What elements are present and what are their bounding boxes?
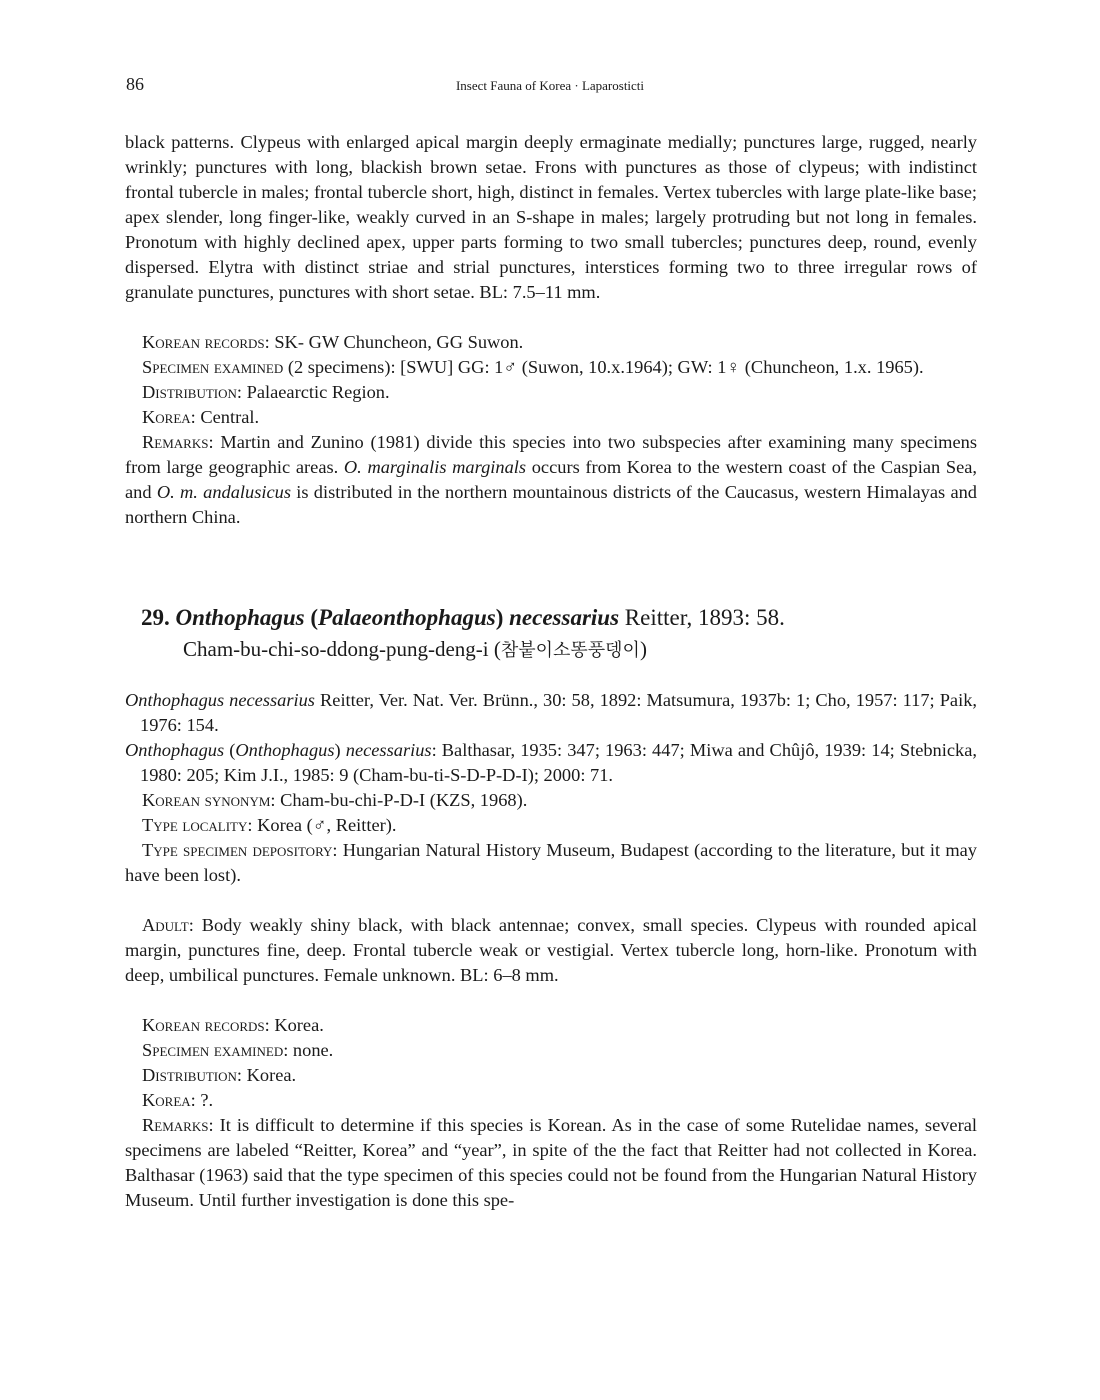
synonym-epithet: necessarius — [345, 740, 432, 760]
subgenus-name: Palaeonthophagus — [318, 605, 496, 630]
common-name-korean: 참붙이소똥풍뎅이 — [500, 640, 640, 661]
prev-distribution — [125, 380, 977, 405]
korean-records-label: Korean records — [142, 332, 265, 352]
type-depository-value: : Hungarian Natural History Museum, Budapest (according to the literature, but it may have been lost). — [125, 840, 977, 885]
species-number: 29. — [141, 605, 170, 630]
prev-specimen-examined — [125, 355, 977, 380]
specimen-examined — [125, 1038, 977, 1063]
korean-records-label: Korean records — [142, 1015, 265, 1035]
subgenus-paren: ) — [495, 605, 510, 630]
common-name-romanized: Cham-bu-chi-so-ddong-pung-deng-i ( — [183, 637, 501, 661]
distribution-label: Distribution — [142, 382, 237, 402]
genus-name: Onthophagus — [175, 605, 305, 630]
synonymy-entry — [125, 738, 977, 788]
type-locality-label: Type locality — [142, 815, 248, 835]
previous-species-description: black patterns. Clypeus with enlarged apical margin deeply ermaginate medially; punctures large, rugged, nearly wrinkly; punctures with long, blackish brown setae. Frons with punctures as those of clypeus; with indistinct frontal tubercle in males; frontal tubercle short, high, distinct in females. Vertex tubercles with large plate-like base; apex slender, long finger-like, weakly curved in an S-shape in males; largely protruding but not long in females. Pronotum with highly declined apex, upper parts forming to two small tubercles; punctures deep, round, evenly dispersed. Elytra with distinct striae and strial punctures, interstices forming two to three irregular rows of granulate punctures, punctures with short setae. BL: 7.5–11 mm. — [125, 132, 977, 302]
synonym-citation: : Balthasar, 1935: 347; 1963: 447; Miwa and Chûjô, 1939: 14; Stebnicka, 1980: 205; Kim J.I., 1985: 9 (Cham-bu-ti-S-D-P-D-I); 2000: 71. — [140, 740, 977, 785]
korea-label: Korea — [142, 407, 191, 427]
specimen-examined-value: : none. — [283, 1040, 334, 1060]
synonym-citation: Reitter, Ver. Nat. Ver. Brünn., 30: 58, 1892: Matsumura, 1937b: 1; Cho, 1957: 117; Paik, 1976: 154. — [140, 690, 977, 735]
remarks-text: occurs from Korea to the western coast of the Caspian Sea, and — [125, 457, 977, 502]
prev-korean-records — [125, 330, 977, 355]
species-epithet: necessarius — [509, 605, 620, 630]
type-depository-label: Type specimen depository — [142, 840, 333, 860]
korean-synonym-value: : Cham-bu-chi-P-D-I (KZS, 1968). — [270, 790, 528, 810]
common-name-close: ) — [639, 637, 647, 661]
remarks-label: Remarks — [142, 432, 209, 452]
running-header: Insect Fauna of Korea · Laparosticti — [455, 78, 645, 93]
species-common-name — [141, 634, 977, 666]
page-content — [125, 130, 977, 1213]
page-number: 86 — [126, 74, 144, 94]
remarks — [125, 1113, 977, 1213]
adult-label: Adult — [142, 915, 189, 935]
remarks-text: : It is difficult to determine if this species is Korean. As in the case of some Rutelidae names, several specimens are labeled “Reitter, Korea” and “year”, in spite of the the fact that Reitter had not collected in Korea. Balthasar (1963) said that the type specimen of this species could not be found from the Hungarian Natural History Museum. Until further investigation is done this spe- — [125, 1115, 977, 1210]
type-locality-value: : Korea (♂, Reitter). — [247, 815, 397, 835]
synonym-subgenus: Onthophagus — [235, 740, 335, 760]
species-title — [141, 602, 977, 634]
korean-records-value: : SK- GW Chuncheon, GG Suwon. — [264, 332, 524, 352]
remarks-text: : Martin and Zunino (1981) divide this species into two subspecies after examining many specimens from large geographic areas. — [125, 432, 977, 477]
prev-korea — [125, 405, 977, 430]
species-author: Reitter, 1893: 58. — [619, 605, 785, 630]
korean-synonym — [125, 788, 977, 813]
synonym-name: Onthophagus necessarius — [125, 690, 315, 710]
type-depository — [125, 838, 977, 888]
adult-value: : Body weakly shiny black, with black antennae; convex, small species. Clypeus with rounded apical margin, punctures fine, deep. Frontal tubercle weak or vestigial. Vertex tubercle long, horn-like. Pronotum with deep, umbilical punctures. Female unknown. BL: 6–8 mm. — [125, 915, 977, 985]
species-heading — [125, 602, 977, 666]
korean-records — [125, 1013, 977, 1038]
synonym-paren: ) — [334, 740, 346, 760]
specimen-examined-value: (2 specimens): [SWU] GG: 1♂ (Suwon, 10.x.1964); GW: 1♀ (Chuncheon, 1.x. 1965). — [283, 357, 924, 377]
specimen-examined-label: Specimen examined — [142, 357, 284, 377]
remarks-taxon: O. marginalis marginals — [343, 457, 527, 477]
korea — [125, 1088, 977, 1113]
korea-label: Korea — [142, 1090, 191, 1110]
korea-value: : ?. — [190, 1090, 214, 1110]
korean-synonym-label: Korean synonym — [142, 790, 271, 810]
remarks-taxon: O. m. andalusicus — [156, 482, 291, 502]
synonym-name: Onthophagus — [125, 740, 225, 760]
prev-remarks — [125, 430, 977, 530]
type-locality — [125, 813, 977, 838]
specimen-examined-label: Specimen examined — [142, 1040, 284, 1060]
remarks-label: Remarks — [142, 1115, 209, 1135]
korean-records-value: : Korea. — [264, 1015, 324, 1035]
synonym-paren: ( — [224, 740, 236, 760]
distribution-value: : Palaearctic Region. — [236, 382, 390, 402]
distribution-value: : Korea. — [236, 1065, 297, 1085]
synonymy-entry — [125, 688, 977, 738]
remarks-text: is distributed in the northern mountainous districts of the Caucasus, western Himalayas and northern China. — [125, 482, 977, 527]
subgenus-paren: ( — [304, 605, 319, 630]
adult-description — [125, 913, 977, 988]
korea-value: : Central. — [190, 407, 260, 427]
distribution — [125, 1063, 977, 1088]
distribution-label: Distribution — [142, 1065, 237, 1085]
